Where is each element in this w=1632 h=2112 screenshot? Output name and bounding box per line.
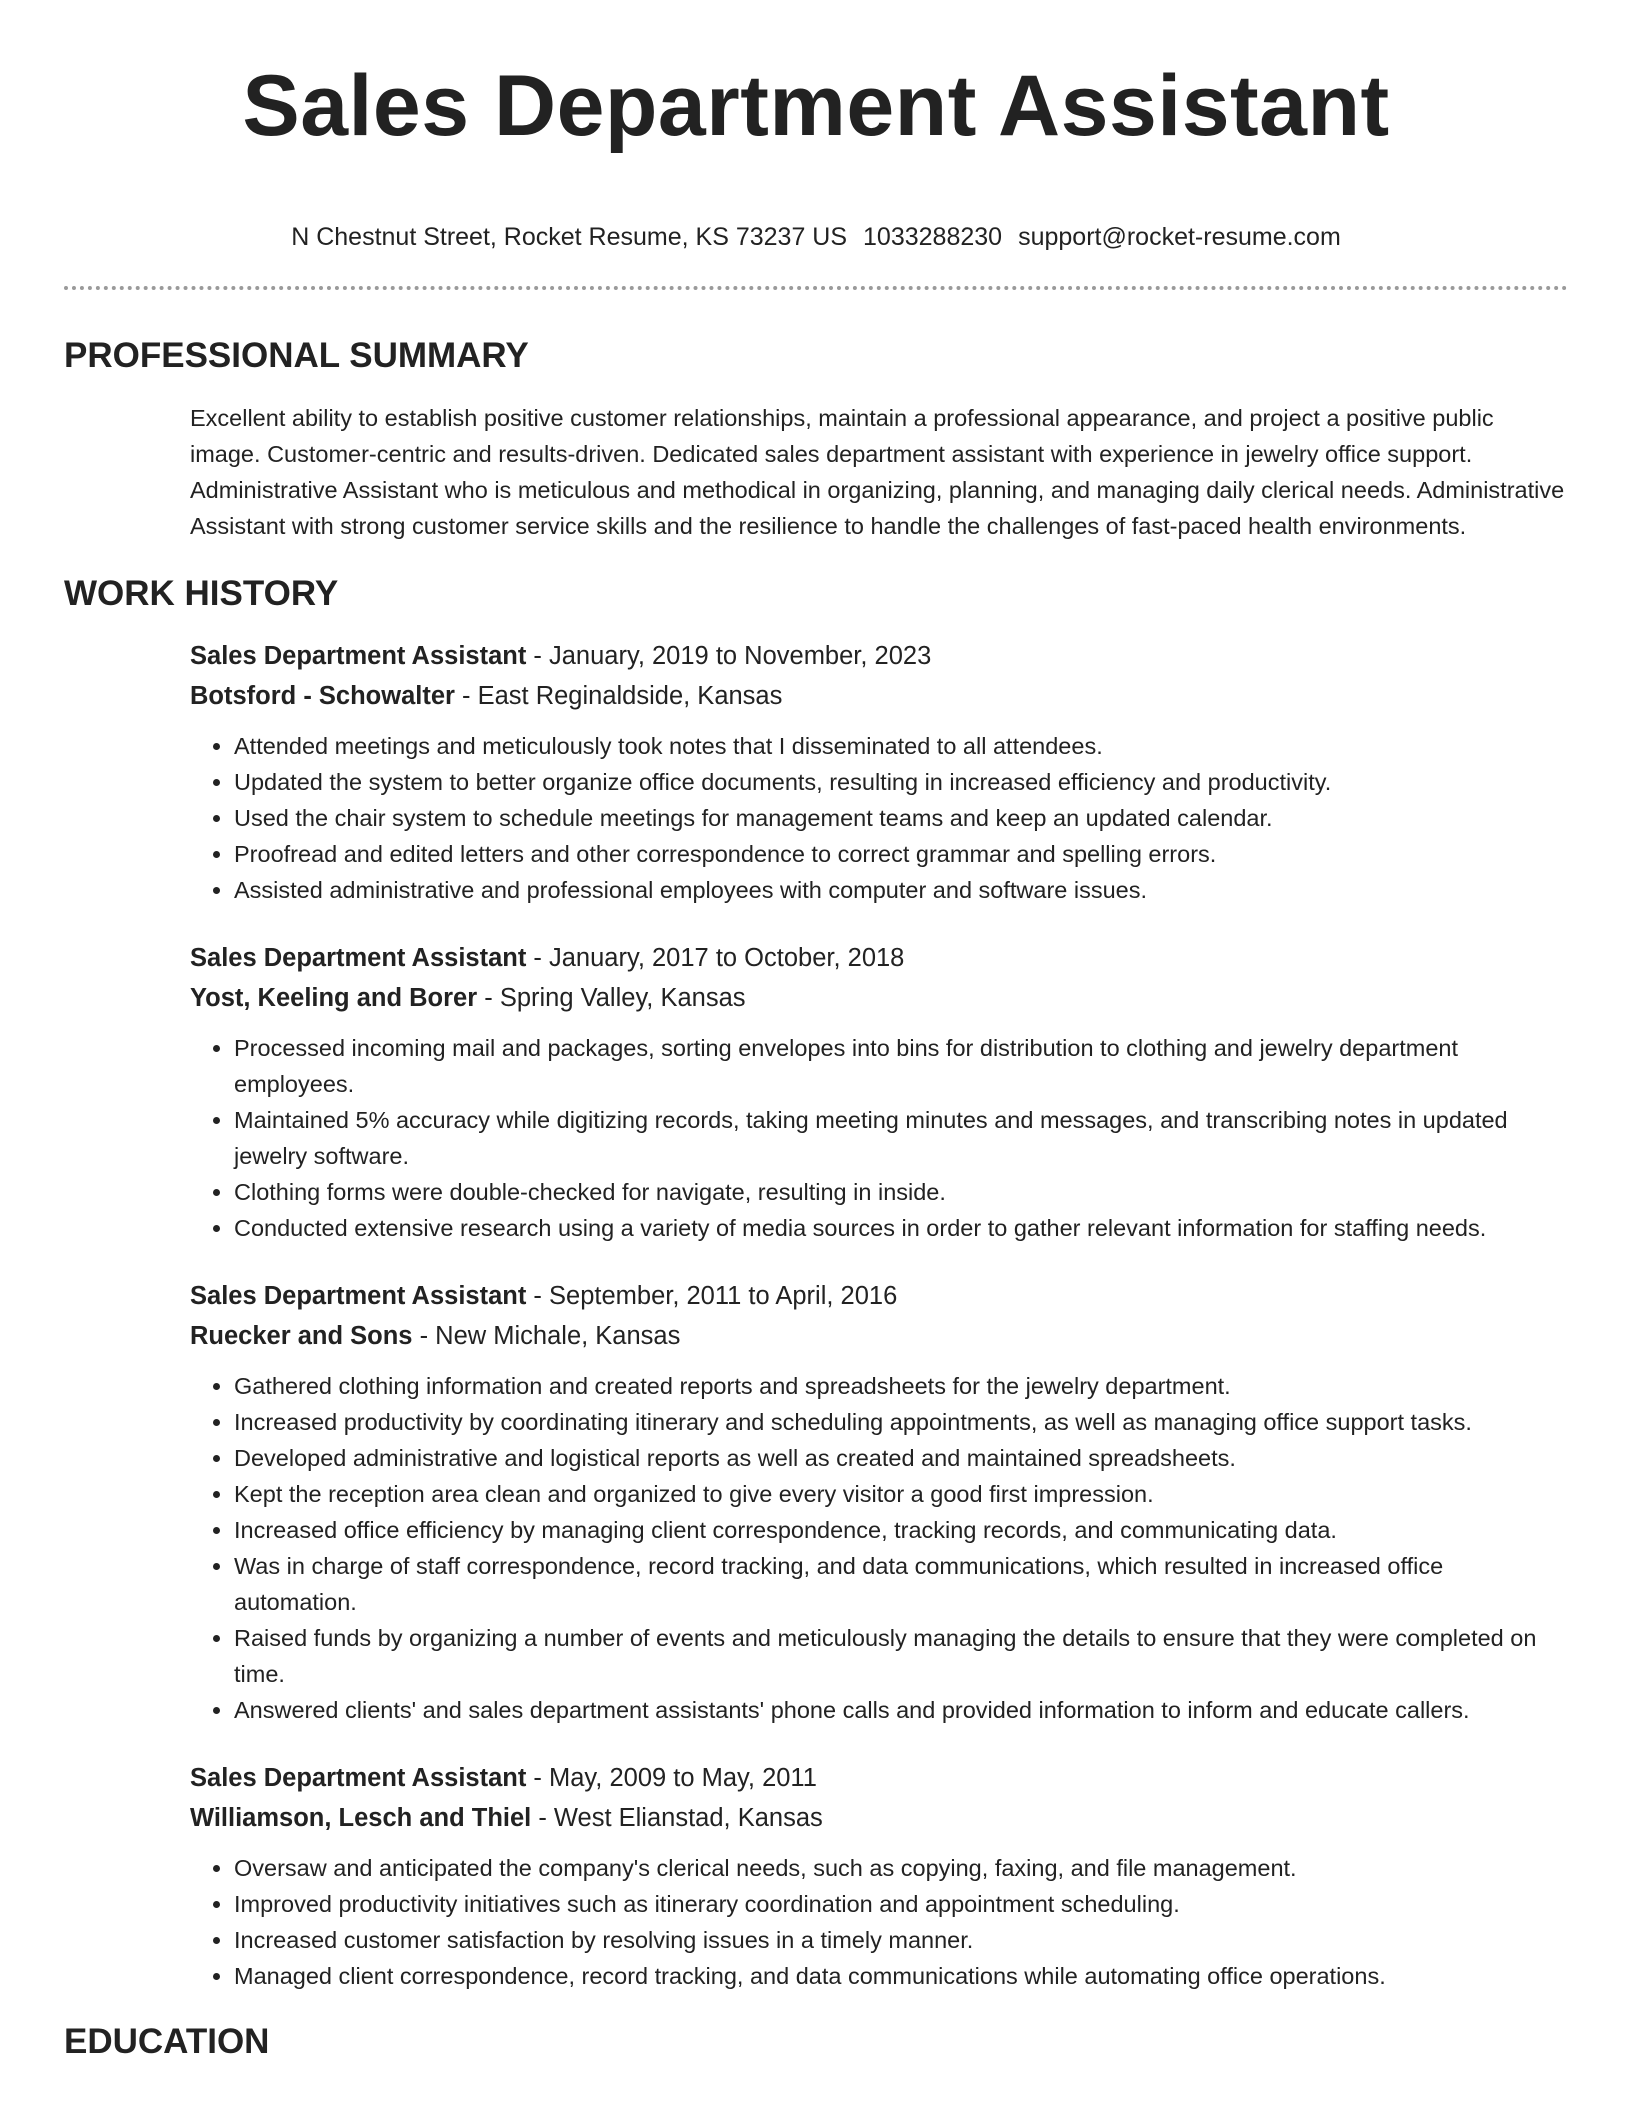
- job-bullet: • Proofread and edited letters and other correspondence to correct grammar and spelling errors.: [234, 836, 1568, 872]
- job-bullet: • Maintained 5% accuracy while digitizing records, taking meeting minutes and messages, and transcribing notes in updated jewelry software.: [234, 1102, 1568, 1174]
- job-bullets: [190, 728, 1568, 908]
- job-entry: [190, 636, 1568, 908]
- job-title-line: [190, 636, 1568, 676]
- job-bullet: • Was in charge of staff correspondence, record tracking, and data communications, which resulted in increased office automation.: [234, 1548, 1568, 1620]
- resume-header: [64, 0, 1568, 252]
- job-role: Sales Department Assistant: [190, 642, 527, 670]
- job-company: Ruecker and Sons: [190, 1322, 413, 1350]
- job-company-line: [190, 1798, 1568, 1838]
- job-bullets: [190, 1030, 1568, 1246]
- job-role: Sales Department Assistant: [190, 1764, 527, 1792]
- job-bullets: [190, 1368, 1568, 1728]
- job-role: Sales Department Assistant: [190, 1282, 527, 1310]
- job-dates: - September, 2011 to April, 2016: [526, 1282, 898, 1310]
- job-bullet: • Increased customer satisfaction by resolving issues in a timely manner.: [234, 1922, 1568, 1958]
- job-location: - East Reginaldside, Kansas: [454, 682, 783, 710]
- job-bullet: • Updated the system to better organize office documents, resulting in increased efficiency and productivity.: [234, 764, 1568, 800]
- job-company: Yost, Keeling and Borer: [190, 984, 478, 1012]
- job-title-line: [190, 1758, 1568, 1798]
- job-bullets: [190, 1850, 1568, 1994]
- job-bullet: • Used the chair system to schedule meetings for management teams and keep an updated calendar.: [234, 800, 1568, 836]
- header-divider: [64, 286, 1568, 290]
- job-bullet: • Increased productivity by coordinating itinerary and scheduling appointments, as well as managing office support tasks.: [234, 1404, 1568, 1440]
- summary-text: Excellent ability to establish positive customer relationships, maintain a professional appearance, and project a positive public image. Customer-centric and results-driven. Dedicated sales department assistant with experience in jewelry office support. Administrative Assistant who is meticulous and methodical in organizing, planning, and managing daily clerical needs. Administrative Assistant with strong customer service skills and the resilience to handle the challenges of fast-paced health environments.: [190, 405, 1565, 539]
- job-bullet: • Raised funds by organizing a number of events and meticulously managing the details to ensure that they were completed on time.: [234, 1620, 1568, 1692]
- section-work-history: [64, 572, 1568, 1994]
- job-entry: [190, 938, 1568, 1246]
- contact-line: [64, 222, 1568, 252]
- job-bullet: • Processed incoming mail and packages, sorting envelopes into bins for distribution to clothing and jewelry department employees.: [234, 1030, 1568, 1102]
- job-location: - West Elianstad, Kansas: [531, 1804, 823, 1832]
- job-company-line: [190, 1316, 1568, 1356]
- job-title-line: [190, 938, 1568, 978]
- job-company-line: [190, 978, 1568, 1018]
- job-bullet: • Increased office efficiency by managing client correspondence, tracking records, and communicating data.: [234, 1512, 1568, 1548]
- job-location: - Spring Valley, Kansas: [477, 984, 746, 1012]
- job-company-line: [190, 676, 1568, 716]
- section-title-summary: PROFESSIONAL SUMMARY: [64, 336, 529, 375]
- contact-email: support@rocket-resume.com: [1018, 223, 1341, 251]
- job-bullet: • Developed administrative and logistical reports as well as created and maintained spreadsheets.: [234, 1440, 1568, 1476]
- job-bullet: • Assisted administrative and professional employees with computer and software issues.: [234, 872, 1568, 908]
- job-bullet: • Attended meetings and meticulously took notes that I disseminated to all attendees.: [234, 728, 1568, 764]
- job-bullet: • Gathered clothing information and created reports and spreadsheets for the jewelry department.: [234, 1368, 1568, 1404]
- job-title-line: [190, 1276, 1568, 1316]
- section-education: [64, 2020, 1568, 2064]
- job-entry: [190, 1276, 1568, 1728]
- job-location: - New Michale, Kansas: [412, 1322, 681, 1350]
- job-company: Williamson, Lesch and Thiel: [190, 1804, 532, 1832]
- job-entry: [190, 1758, 1568, 1994]
- contact-address: N Chestnut Street, Rocket Resume, KS 73237 US: [291, 223, 848, 251]
- section-professional-summary: [64, 334, 1568, 544]
- job-bullet: • Answered clients' and sales department assistants' phone calls and provided information to inform and educate callers.: [234, 1692, 1568, 1728]
- job-bullet: • Kept the reception area clean and organized to give every visitor a good first impression.: [234, 1476, 1568, 1512]
- job-bullet: • Improved productivity initiatives such as itinerary coordination and appointment scheduling.: [234, 1886, 1568, 1922]
- job-dates: - January, 2019 to November, 2023: [526, 642, 932, 670]
- contact-phone: 1033288230: [863, 223, 1003, 251]
- candidate-name: Sales Department Assistant: [242, 58, 1390, 154]
- job-dates: - January, 2017 to October, 2018: [526, 944, 905, 972]
- job-company: Botsford - Schowalter: [190, 682, 455, 710]
- job-bullet: • Clothing forms were double-checked for navigate, resulting in inside.: [234, 1174, 1568, 1210]
- section-title-work-history: WORK HISTORY: [64, 574, 339, 613]
- job-role: Sales Department Assistant: [190, 944, 527, 972]
- section-title-education: EDUCATION: [64, 2022, 270, 2061]
- job-dates: - May, 2009 to May, 2011: [526, 1764, 817, 1792]
- job-bullet: • Managed client correspondence, record tracking, and data communications while automating office operations.: [234, 1958, 1568, 1994]
- job-bullet: • Conducted extensive research using a variety of media sources in order to gather relevant information for staffing needs.: [234, 1210, 1568, 1246]
- job-bullet: • Oversaw and anticipated the company's clerical needs, such as copying, faxing, and file management.: [234, 1850, 1568, 1886]
